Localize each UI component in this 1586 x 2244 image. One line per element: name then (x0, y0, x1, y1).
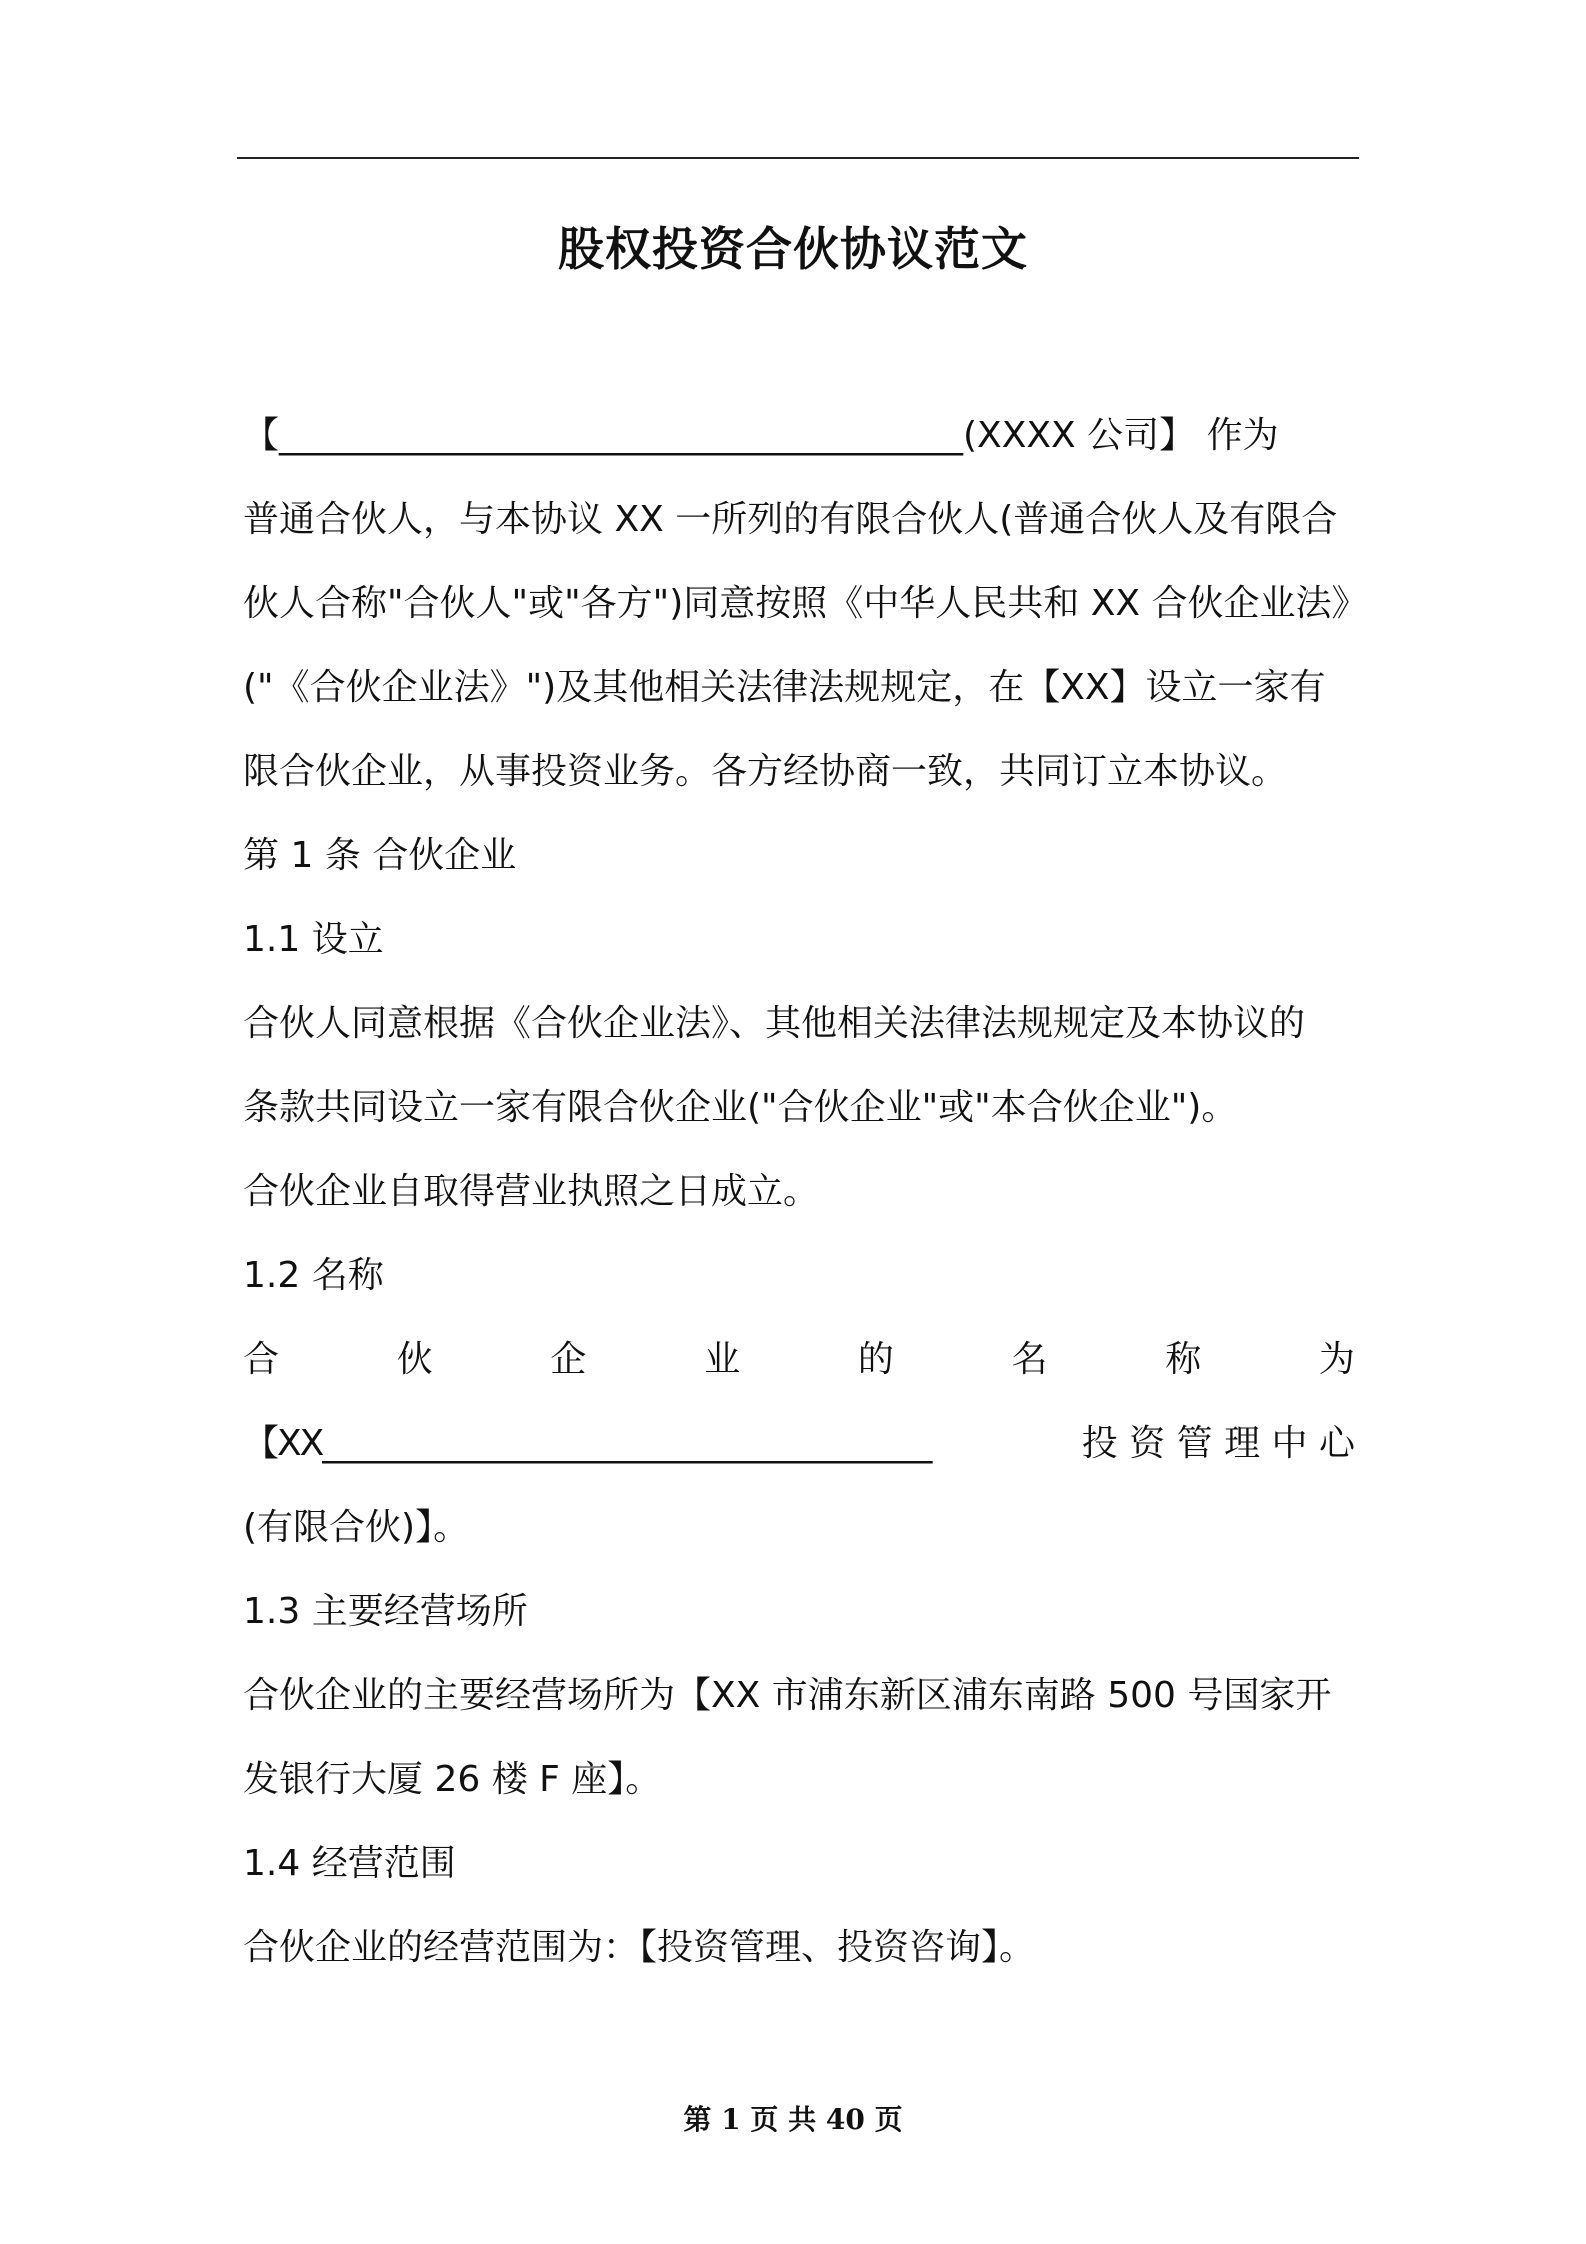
char: 的 (857, 1339, 894, 1380)
paragraph-line: 伙人合称"合伙人"或"各方")同意按照《中华人民共和 XX 合伙企业法》 (243, 583, 1368, 624)
paragraph-line: 【______________________________________(XXXX 公司】 作为 (243, 415, 1279, 456)
paragraph-line: 合伙人同意根据《合伙企业法》、其他相关法律法规规定及本协议的 (243, 1003, 1306, 1044)
section-heading: 1.1 设立 (243, 919, 384, 960)
paragraph-line: 普通合伙人，与本协议 XX 一所列的有限合伙人(普通合伙人及有限合 (243, 499, 1338, 540)
name-suffix: 投 资 管 理 中 心 (1081, 1423, 1355, 1464)
paragraph-line: 合伙企业的主要经营场所为【XX 市浦东新区浦东南路 500 号国家开 (243, 1675, 1332, 1716)
header-rule (237, 157, 1359, 159)
paragraph-line: 条款共同设立一家有限合伙企业("合伙企业"或"本合伙企业")。 (243, 1087, 1238, 1128)
paragraph-line: 合伙企业的经营范围为：【投资管理、投资咨询】。 (243, 1927, 1036, 1968)
char: 企 (550, 1339, 587, 1380)
section-heading: 1.3 主要经营场所 (243, 1591, 528, 1632)
document-body (243, 408, 1368, 2004)
char: 称 (1165, 1339, 1202, 1380)
article-heading: 第 1 条 合伙企业 (243, 835, 517, 876)
justified-name-line-2 (243, 1416, 1355, 1500)
char: 名 (1011, 1339, 1048, 1380)
section-heading: 1.2 名称 (243, 1255, 384, 1296)
justified-name-line (243, 1332, 1355, 1416)
paragraph-line: (有限合伙)】。 (243, 1507, 470, 1548)
char: 合 (243, 1339, 280, 1380)
section-heading: 1.4 经营范围 (243, 1843, 456, 1884)
char: 伙 (396, 1339, 433, 1380)
char: 业 (704, 1339, 741, 1380)
page-footer: 第 1 页 共 40 页 (683, 2103, 903, 2136)
name-blank: 【XX______________________________________ (243, 1423, 931, 1464)
document-title: 股权投资合伙协议范文 (558, 222, 1028, 276)
char: 为 (1318, 1339, 1355, 1380)
paragraph-line: ("《合伙企业法》")及其他相关法律法规规定，在【XX】设立一家有 (243, 667, 1326, 708)
paragraph-line: 合伙企业自取得营业执照之日成立。 (243, 1171, 820, 1212)
paragraph-line: 限合伙企业，从事投资业务。各方经协商一致，共同订立本协议。 (243, 751, 1288, 792)
paragraph-line: 发银行大厦 26 楼 F 座】。 (243, 1759, 662, 1800)
